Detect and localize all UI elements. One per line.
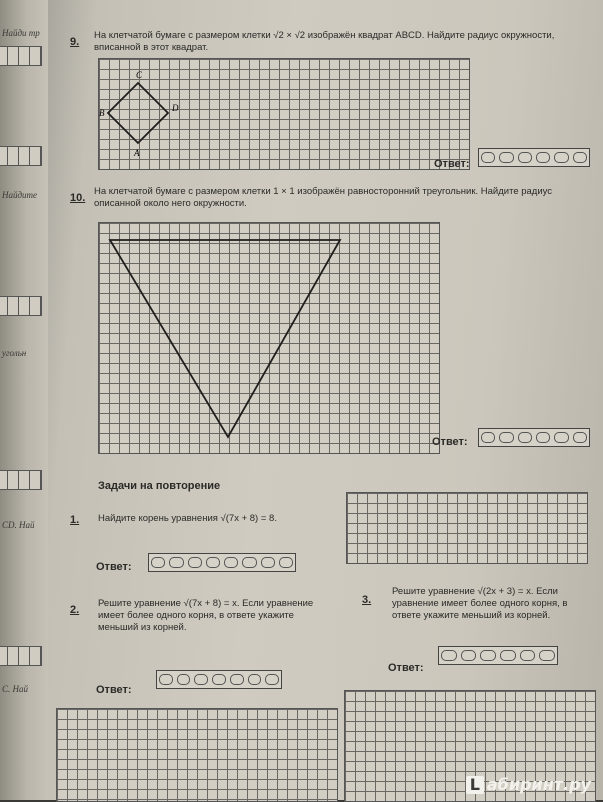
problem-text: На клетчатой бумаге с размером клетки √2 × √2 изображён квадрат ABCD. Найдите радиус окружности, вписанной в этот квадрат.: [94, 30, 555, 53]
vertex-label: A: [134, 148, 140, 158]
labirint-logo-icon: L: [466, 776, 484, 794]
answer-label: Ответ:: [388, 662, 424, 674]
vertex-label: D: [172, 103, 179, 113]
square-abcd-drawing: [98, 58, 468, 168]
answer-input-box[interactable]: [438, 646, 558, 665]
problem-text: На клетчатой бумаге с размером клетки 1 × 1 изображён равносторонний треугольник. Найдите радиус описанной около него окружности.: [94, 186, 553, 209]
problem-text: Решите уравнение √(7x + 8) = x. Если уравнение имеет более одного корня, в ответе укажите меньший из корней.: [98, 598, 314, 633]
watermark-logo: [466, 775, 591, 794]
answer-input-box[interactable]: [478, 428, 590, 447]
problem-text: Решите уравнение √(2x + 3) = x. Если уравнение имеет более одного корня, в ответе укажите меньший из корней.: [392, 586, 568, 621]
section-title: Задачи на повторение: [98, 480, 221, 492]
left-page-fragment: C. Най: [2, 684, 29, 694]
grid-paper: [346, 492, 588, 564]
left-page-fragment: CD. Най: [2, 520, 35, 530]
watermark-text: абиринт.ру: [486, 775, 591, 794]
answer-label: Ответ:: [96, 684, 132, 696]
left-page-fragment: Найдите: [2, 190, 38, 200]
left-answer-box: [0, 296, 42, 316]
answer-label: Ответ:: [432, 436, 468, 448]
answer-label: Ответ:: [96, 561, 132, 573]
left-page-edge: [0, 0, 48, 800]
answer-label: Ответ:: [434, 158, 470, 170]
triangle-drawing: [98, 222, 438, 452]
vertex-label: C: [136, 70, 143, 80]
problem-text: Найдите корень уравнения √(7x + 8) = 8.: [98, 513, 277, 524]
workbook-page: [48, 0, 603, 800]
left-page-fragment: Найди тр: [2, 28, 40, 38]
answer-input-box[interactable]: [156, 670, 282, 689]
problem-number: 1.: [70, 514, 80, 526]
left-answer-box: [0, 146, 42, 166]
vertex-label: B: [99, 108, 105, 118]
problem-number: 10.: [70, 192, 86, 204]
left-answer-box: [0, 646, 42, 666]
square-abcd: [108, 83, 168, 143]
answer-input-box[interactable]: [148, 553, 296, 572]
equilateral-triangle: [110, 240, 340, 437]
answer-input-box[interactable]: [478, 148, 590, 167]
problem-number: 9.: [70, 36, 80, 48]
problem-number: 2.: [70, 604, 80, 616]
left-page-fragment: угольн: [2, 348, 27, 358]
left-answer-box: [0, 46, 42, 66]
left-answer-box: [0, 470, 42, 490]
problem-number: 3.: [362, 594, 372, 606]
grid-paper: [56, 708, 338, 802]
